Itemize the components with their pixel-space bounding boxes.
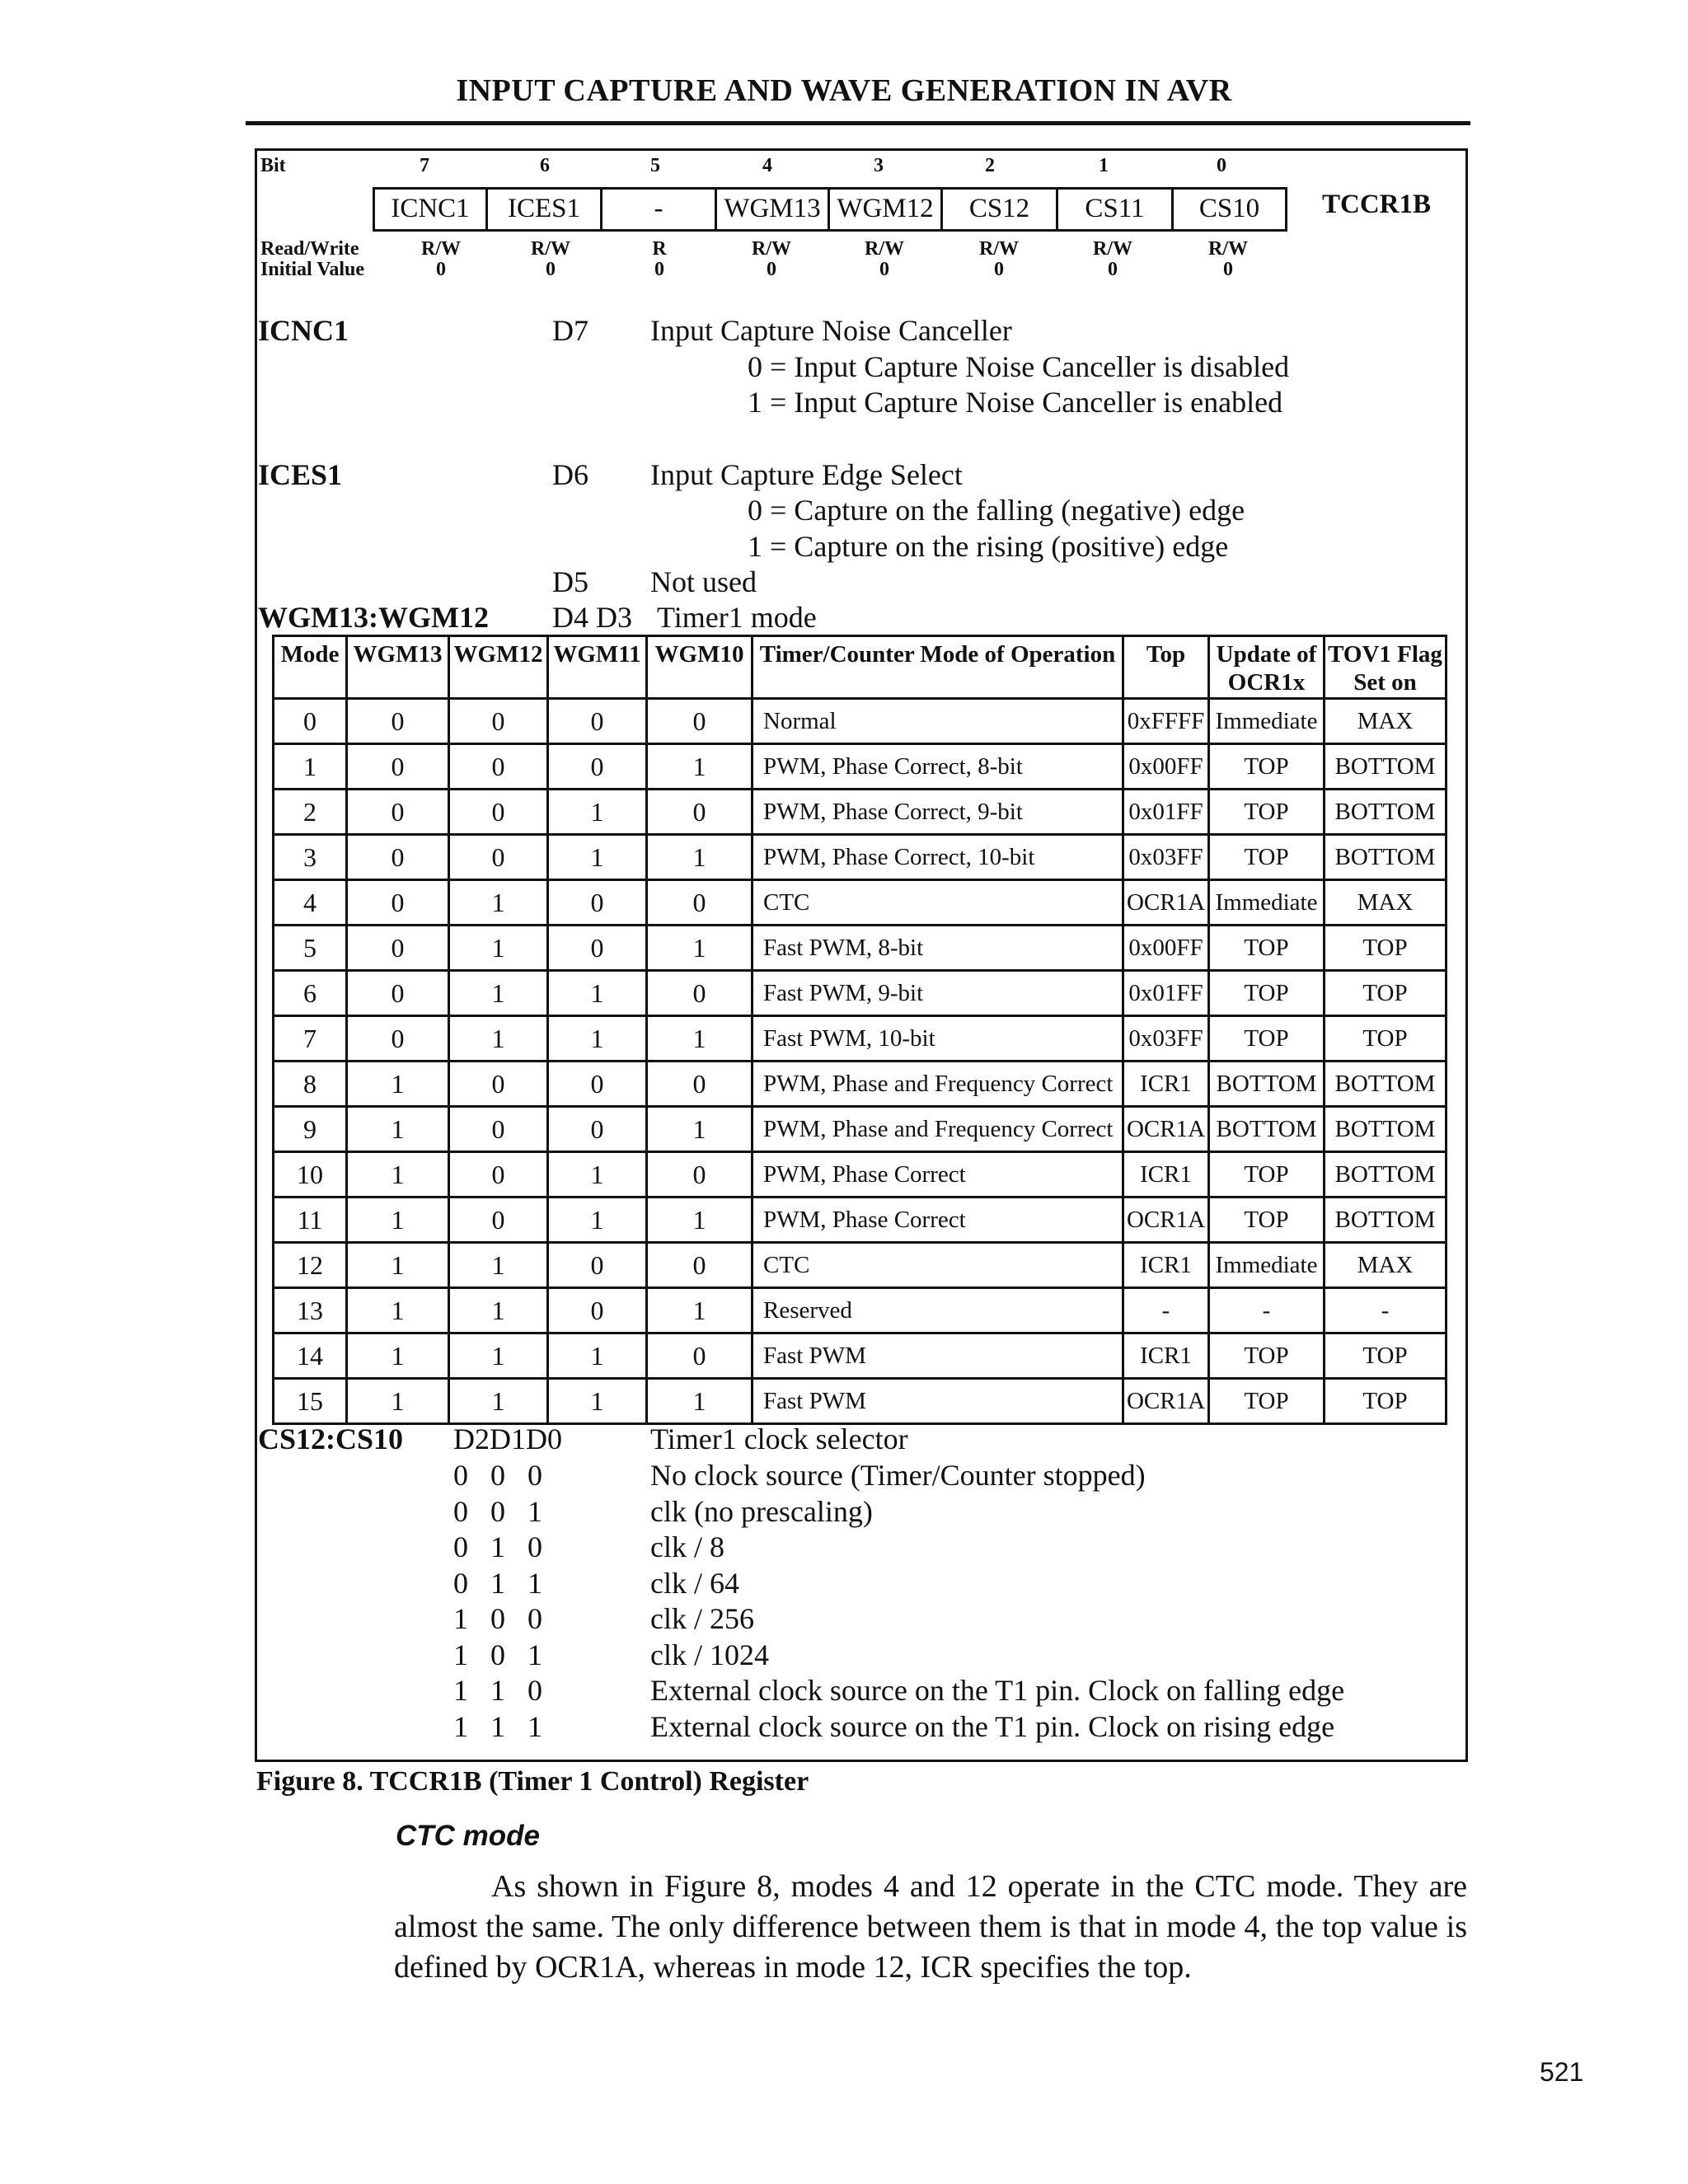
table-cell: Normal xyxy=(753,699,1123,744)
table-cell: OCR1A xyxy=(1123,880,1209,926)
table-cell: 0 xyxy=(347,880,449,926)
init-value: 0 xyxy=(767,259,776,280)
table-cell: 1 xyxy=(647,1016,753,1062)
table-row xyxy=(274,1016,1447,1062)
clock-option-desc: clk / 1024 xyxy=(650,1638,769,1671)
table-cell: 1 xyxy=(449,1333,548,1379)
table-row xyxy=(274,971,1447,1016)
column-header: WGM12 xyxy=(449,636,548,699)
table-cell: 1 xyxy=(347,1288,449,1333)
table-cell: 1 xyxy=(548,1333,647,1379)
table-cell: Immediate xyxy=(1209,880,1325,926)
init-value: 0 xyxy=(546,259,556,280)
table-row xyxy=(274,835,1447,880)
table-cell: 0 xyxy=(548,1062,647,1107)
table-row xyxy=(274,1152,1447,1197)
table-cell: 9 xyxy=(274,1107,347,1152)
clock-option-desc: clk / 256 xyxy=(650,1602,754,1635)
rw-value: R/W xyxy=(865,238,904,260)
table-cell: 0 xyxy=(548,1243,647,1288)
table-cell: BOTTOM xyxy=(1325,1062,1447,1107)
table-cell: TOP xyxy=(1209,835,1325,880)
table-cell: 1 xyxy=(548,790,647,835)
table-cell: 0 xyxy=(449,699,548,744)
table-cell: 0x00FF xyxy=(1123,744,1209,790)
table-cell: 11 xyxy=(274,1197,347,1243)
initial-value-label: Initial Value xyxy=(260,259,365,280)
table-cell: PWM, Phase Correct, 9-bit xyxy=(753,790,1123,835)
table-cell: 0 xyxy=(647,971,753,1016)
bit-number: 6 xyxy=(540,155,550,176)
wgm-name: WGM13:WGM12 xyxy=(258,601,489,634)
table-cell: Immediate xyxy=(1209,1243,1325,1288)
figure-caption: Figure 8. TCCR1B (Timer 1 Control) Register xyxy=(256,1766,809,1797)
table-cell: PWM, Phase Correct, 8-bit xyxy=(753,744,1123,790)
table-cell: 1 xyxy=(449,880,548,926)
table-cell: MAX xyxy=(1325,880,1447,926)
table-cell: 14 xyxy=(274,1333,347,1379)
bit-number: 5 xyxy=(650,155,660,176)
table-cell: TOP xyxy=(1325,971,1447,1016)
bit-number: 1 xyxy=(1099,155,1109,176)
init-value: 0 xyxy=(654,259,664,280)
table-cell: 0 xyxy=(449,835,548,880)
table-cell: PWM, Phase and Frequency Correct xyxy=(753,1107,1123,1152)
table-cell: 1 xyxy=(548,1379,647,1424)
table-row xyxy=(274,744,1447,790)
page-number: 521 xyxy=(1540,2057,1584,2087)
table-cell: 1 xyxy=(347,1243,449,1288)
table-cell: Fast PWM, 10-bit xyxy=(753,1016,1123,1062)
table-cell: 1 xyxy=(647,926,753,971)
icnc1-desc: Input Capture Noise Canceller xyxy=(650,314,1012,347)
table-cell: 1 xyxy=(347,1062,449,1107)
d5-bit: D5 xyxy=(552,565,588,598)
column-header: WGM11 xyxy=(548,636,647,699)
table-cell: 1 xyxy=(347,1197,449,1243)
table-cell: TOP xyxy=(1209,790,1325,835)
icnc1-option-0: 0 = Input Capture Noise Canceller is disabled xyxy=(748,350,1290,383)
init-value: 0 xyxy=(879,259,889,280)
table-cell: OCR1A xyxy=(1123,1197,1209,1243)
clock-option-desc: External clock source on the T1 pin. Clock on rising edge xyxy=(650,1709,1335,1743)
table-cell: ICR1 xyxy=(1123,1152,1209,1197)
table-cell: Fast PWM xyxy=(753,1379,1123,1424)
table-cell: 8 xyxy=(274,1062,347,1107)
column-header: Update of OCR1x xyxy=(1209,636,1325,699)
table-cell: 1 xyxy=(548,1197,647,1243)
table-cell: TOP xyxy=(1209,744,1325,790)
column-header: TOV1 Flag Set on xyxy=(1325,636,1447,699)
table-cell: BOTTOM xyxy=(1209,1062,1325,1107)
table-cell: 1 xyxy=(647,1197,753,1243)
table-cell: 0 xyxy=(647,1062,753,1107)
rw-value: R/W xyxy=(531,238,570,260)
table-cell: 7 xyxy=(274,1016,347,1062)
table-cell: PWM, Phase Correct xyxy=(753,1152,1123,1197)
table-cell: PWM, Phase Correct xyxy=(753,1197,1123,1243)
table-cell: 0 xyxy=(647,790,753,835)
table-cell: BOTTOM xyxy=(1325,1197,1447,1243)
ices1-option-1: 1 = Capture on the rising (positive) edge xyxy=(748,530,1229,563)
table-row xyxy=(274,790,1447,835)
table-cell: 1 xyxy=(347,1379,449,1424)
table-cell: 10 xyxy=(274,1152,347,1197)
ices1-option-0: 0 = Capture on the falling (negative) edge xyxy=(748,494,1245,527)
table-cell: TOP xyxy=(1209,926,1325,971)
table-cell: 1 xyxy=(449,1288,548,1333)
rw-value: R/W xyxy=(1093,238,1132,260)
table-cell: 0 xyxy=(449,1062,548,1107)
table-row xyxy=(274,926,1447,971)
column-header: Mode xyxy=(274,636,347,699)
table-cell: CTC xyxy=(753,880,1123,926)
table-cell: 1 xyxy=(548,1016,647,1062)
init-value: 0 xyxy=(436,259,446,280)
mode-table-body xyxy=(274,699,1447,1424)
table-cell: Fast PWM, 8-bit xyxy=(753,926,1123,971)
paragraph-text: As shown in Figure 8, modes 4 and 12 operate in the CTC mode. They are almost the same. The only difference between them is that in mode 4, the top value is defined by OCR1A, whereas in mode 12, ICR specifies the top. xyxy=(394,1869,1467,1985)
table-row xyxy=(274,699,1447,744)
ices1-bit: D6 xyxy=(552,458,588,491)
table-cell: BOTTOM xyxy=(1325,835,1447,880)
table-cell: PWM, Phase and Frequency Correct xyxy=(753,1062,1123,1107)
table-cell: 0 xyxy=(647,1333,753,1379)
table-cell: 1 xyxy=(274,744,347,790)
init-value: 0 xyxy=(994,259,1004,280)
table-cell: 0 xyxy=(647,1152,753,1197)
register-name: TCCR1B xyxy=(1322,190,1432,219)
table-cell: 0 xyxy=(647,699,753,744)
page-header-title: INPUT CAPTURE AND WAVE GENERATION IN AVR xyxy=(456,73,1232,108)
bit-number: 4 xyxy=(762,155,772,176)
rw-value: R xyxy=(652,238,667,260)
table-cell: 0 xyxy=(347,699,449,744)
table-cell: 0x03FF xyxy=(1123,835,1209,880)
table-row xyxy=(274,1288,1447,1333)
table-cell: Fast PWM xyxy=(753,1333,1123,1379)
table-cell: Fast PWM, 9-bit xyxy=(753,971,1123,1016)
clock-code: 1 1 1 xyxy=(453,1709,542,1743)
table-cell: 2 xyxy=(274,790,347,835)
table-cell: TOP xyxy=(1209,1152,1325,1197)
register-field-wgm12: WGM12 xyxy=(828,187,943,232)
table-cell: 15 xyxy=(274,1379,347,1424)
table-cell: 1 xyxy=(449,1379,548,1424)
init-value: 0 xyxy=(1223,259,1233,280)
clock-option-desc: clk / 8 xyxy=(650,1530,724,1563)
table-cell: 1 xyxy=(347,1333,449,1379)
table-cell: - xyxy=(1325,1288,1447,1333)
table-cell: 6 xyxy=(274,971,347,1016)
table-cell: BOTTOM xyxy=(1325,1152,1447,1197)
table-cell: 0 xyxy=(647,880,753,926)
register-field-cs11: CS11 xyxy=(1056,187,1174,232)
register-field-icnc1: ICNC1 xyxy=(373,187,488,232)
table-cell: - xyxy=(1209,1288,1325,1333)
table-cell: 1 xyxy=(449,1243,548,1288)
register-field-cs10: CS10 xyxy=(1171,187,1287,232)
clock-code: 0 0 1 xyxy=(453,1494,542,1528)
column-header: WGM13 xyxy=(347,636,449,699)
clock-code: 1 0 1 xyxy=(453,1638,542,1671)
table-row xyxy=(274,1107,1447,1152)
table-cell: 1 xyxy=(548,971,647,1016)
table-cell: TOP xyxy=(1325,926,1447,971)
ices1-desc: Input Capture Edge Select xyxy=(650,458,963,491)
table-cell: 0 xyxy=(347,1016,449,1062)
table-cell: Immediate xyxy=(1209,699,1325,744)
table-row xyxy=(274,1333,1447,1379)
icnc1-name: ICNC1 xyxy=(258,314,349,347)
table-cell: 1 xyxy=(347,1152,449,1197)
table-cell: 0 xyxy=(274,699,347,744)
column-header: Timer/Counter Mode of Operation xyxy=(753,636,1123,699)
table-cell: 0 xyxy=(548,880,647,926)
table-cell: TOP xyxy=(1209,1016,1325,1062)
table-cell: TOP xyxy=(1209,1379,1325,1424)
table-cell: 0 xyxy=(449,1197,548,1243)
clock-code: 0 1 1 xyxy=(453,1566,542,1600)
table-cell: 4 xyxy=(274,880,347,926)
table-cell: 0 xyxy=(548,1288,647,1333)
body-paragraph xyxy=(394,1867,1467,1988)
bit-number: 7 xyxy=(420,155,429,176)
mode-table-header xyxy=(274,636,1447,699)
clock-code: 0 0 0 xyxy=(453,1459,542,1492)
register-field-cs12: CS12 xyxy=(940,187,1058,232)
table-cell: 0 xyxy=(548,699,647,744)
table-cell: 1 xyxy=(548,835,647,880)
mode-table xyxy=(272,635,1447,1425)
table-cell: TOP xyxy=(1325,1333,1447,1379)
table-cell: BOTTOM xyxy=(1209,1107,1325,1152)
table-cell: 0 xyxy=(548,926,647,971)
register-field-unused: - xyxy=(600,187,717,232)
clock-bits: D2D1D0 xyxy=(453,1422,562,1455)
table-row xyxy=(274,880,1447,926)
table-cell: TOP xyxy=(1209,1333,1325,1379)
rw-value: R/W xyxy=(752,238,791,260)
table-cell: 0x00FF xyxy=(1123,926,1209,971)
table-cell: ICR1 xyxy=(1123,1062,1209,1107)
table-cell: 3 xyxy=(274,835,347,880)
header-rule xyxy=(246,121,1470,125)
read-write-label: Read/Write xyxy=(260,238,359,260)
table-cell: 0x03FF xyxy=(1123,1016,1209,1062)
table-cell: - xyxy=(1123,1288,1209,1333)
table-cell: 0 xyxy=(347,971,449,1016)
table-cell: 1 xyxy=(647,1107,753,1152)
table-cell: PWM, Phase Correct, 10-bit xyxy=(753,835,1123,880)
table-cell: 0x01FF xyxy=(1123,790,1209,835)
table-cell: Reserved xyxy=(753,1288,1123,1333)
table-cell: MAX xyxy=(1325,1243,1447,1288)
table-cell: 1 xyxy=(548,1152,647,1197)
table-row xyxy=(274,1062,1447,1107)
table-cell: MAX xyxy=(1325,699,1447,744)
bit-label: Bit xyxy=(260,155,286,176)
table-cell: 0 xyxy=(449,1152,548,1197)
rw-value: R/W xyxy=(421,238,461,260)
table-cell: OCR1A xyxy=(1123,1107,1209,1152)
clock-option-desc: No clock source (Timer/Counter stopped) xyxy=(650,1459,1146,1492)
table-cell: 1 xyxy=(449,926,548,971)
table-cell: 5 xyxy=(274,926,347,971)
wgm-bit: D4 D3 xyxy=(552,601,632,634)
bit-number: 0 xyxy=(1217,155,1226,176)
icnc1-option-1: 1 = Input Capture Noise Canceller is enabled xyxy=(748,386,1283,419)
table-cell: 1 xyxy=(647,835,753,880)
table-cell: 0x01FF xyxy=(1123,971,1209,1016)
table-cell: TOP xyxy=(1209,971,1325,1016)
table-cell: 0 xyxy=(449,744,548,790)
table-cell: 1 xyxy=(647,744,753,790)
table-cell: OCR1A xyxy=(1123,1379,1209,1424)
table-cell: TOP xyxy=(1325,1016,1447,1062)
clock-code: 1 1 0 xyxy=(453,1674,542,1707)
table-cell: BOTTOM xyxy=(1325,744,1447,790)
table-cell: 0 xyxy=(647,1243,753,1288)
column-header: WGM10 xyxy=(647,636,753,699)
bit-number: 3 xyxy=(874,155,884,176)
table-cell: 0 xyxy=(347,744,449,790)
table-cell: 1 xyxy=(647,1288,753,1333)
table-cell: 1 xyxy=(449,1016,548,1062)
icnc1-bit: D7 xyxy=(552,314,588,347)
init-value: 0 xyxy=(1108,259,1118,280)
table-row xyxy=(274,1379,1447,1424)
table-row xyxy=(274,1197,1447,1243)
table-row xyxy=(274,1243,1447,1288)
clock-option-desc: External clock source on the T1 pin. Clock on falling edge xyxy=(650,1674,1345,1707)
clock-code: 1 0 0 xyxy=(453,1602,542,1635)
table-cell: 1 xyxy=(647,1379,753,1424)
table-cell: 0 xyxy=(347,835,449,880)
rw-value: R/W xyxy=(979,238,1019,260)
table-cell: 1 xyxy=(449,971,548,1016)
table-cell: 13 xyxy=(274,1288,347,1333)
table-cell: 0 xyxy=(347,790,449,835)
table-cell: CTC xyxy=(753,1243,1123,1288)
table-cell: BOTTOM xyxy=(1325,790,1447,835)
d5-desc: Not used xyxy=(650,565,757,598)
column-header: Top xyxy=(1123,636,1209,699)
table-cell: BOTTOM xyxy=(1325,1107,1447,1152)
clock-name: CS12:CS10 xyxy=(258,1422,404,1455)
table-cell: 0xFFFF xyxy=(1123,699,1209,744)
table-cell: ICR1 xyxy=(1123,1243,1209,1288)
table-cell: 1 xyxy=(347,1107,449,1152)
table-cell: TOP xyxy=(1209,1197,1325,1243)
clock-option-desc: clk / 64 xyxy=(650,1566,739,1600)
table-cell: 0 xyxy=(449,790,548,835)
wgm-desc: Timer1 mode xyxy=(657,601,817,634)
section-title: CTC mode xyxy=(396,1820,540,1852)
table-cell: 0 xyxy=(548,1107,647,1152)
clock-option-desc: clk (no prescaling) xyxy=(650,1494,873,1528)
register-field-wgm13: WGM13 xyxy=(715,187,830,232)
table-cell: 0 xyxy=(548,744,647,790)
table-cell: 0 xyxy=(449,1107,548,1152)
table-cell: 0 xyxy=(347,926,449,971)
clock-desc: Timer1 clock selector xyxy=(650,1422,908,1455)
rw-value: R/W xyxy=(1208,238,1248,260)
table-cell: ICR1 xyxy=(1123,1333,1209,1379)
ices1-name: ICES1 xyxy=(258,458,343,491)
table-cell: 12 xyxy=(274,1243,347,1288)
clock-code: 0 1 0 xyxy=(453,1530,542,1563)
register-field-ices1: ICES1 xyxy=(485,187,603,232)
table-cell: TOP xyxy=(1325,1379,1447,1424)
bit-number: 2 xyxy=(985,155,995,176)
